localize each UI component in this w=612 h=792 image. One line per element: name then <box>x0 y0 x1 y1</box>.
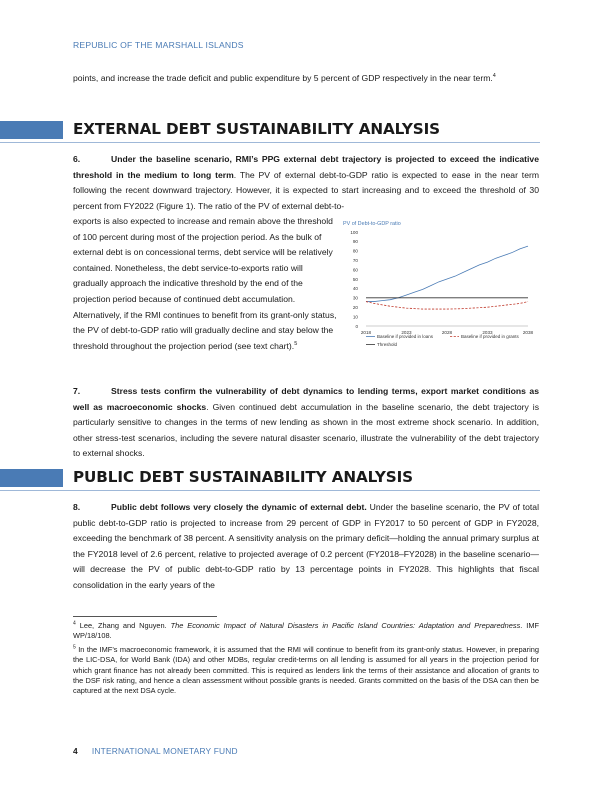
paragraph-number: 6. <box>73 154 81 164</box>
legend-label: Baseline if provided in loans <box>377 334 434 339</box>
intro-text: points, and increase the trade deficit and public expenditure by 5 percent of GDP respectively in the near term. <box>73 73 493 83</box>
paragraph-7 <box>73 384 539 462</box>
section-accent-bar <box>0 121 63 139</box>
paragraph-6-wrap <box>73 214 337 354</box>
footer-publisher: INTERNATIONAL MONETARY FUND <box>91 746 238 756</box>
footnote-post: . IMF WP/18/108. <box>73 621 539 641</box>
y-tick-label: 60 <box>352 267 358 273</box>
paragraph-body-wrap: exports is also expected to increase and remain above the threshold of 100 percent during most of the projection period. As the bulk of external debt is on concessional terms, debt service will be relatively contained. Nonetheless, the debt service-to-exports ratio will gradually approach the indicative threshold by the end of the projection period because of continued debt accumulation. Alternatively, if the RMI continues to benefit from its grant-only status, the PV of debt-to-GDP ratio will gradually decline and stay below the threshold throughout the projection period (see text chart). <box>73 216 337 351</box>
paragraph-number: 7. <box>73 386 81 396</box>
section-rule <box>0 490 540 491</box>
footnote-ref-4: 4 <box>492 73 496 80</box>
paragraph-lead: Stress tests confirm the vulnerability of debt dynamics to lending terms, export market conditions as well as macroeconomic shocks <box>73 386 539 412</box>
footnote-rule <box>73 616 217 617</box>
footnote-4 <box>73 621 539 642</box>
section-title-public: PUBLIC DEBT SUSTAINABILITY ANALYSIS <box>73 468 414 486</box>
paragraph-body: . Given continued debt accumulation in the baseline scenario, the debt trajectory is particularly sensitive to changes in the terms of new lending as shown in the most extreme shock scenario. In addition, other stress-test scenarios, including the severe natural disaster scenario, illustrate the vulnerability of the debt trajectory to external shocks. <box>73 401 539 459</box>
footnote-ref-5: 5 <box>294 340 298 347</box>
legend-label: Baseline if provided in grants <box>461 334 519 339</box>
paragraph-number: 8. <box>73 502 81 512</box>
y-tick-label: 0 <box>355 323 358 329</box>
footnote-5 <box>73 645 539 696</box>
chart-title: PV of Debt-to-GDP ratio <box>343 221 401 227</box>
debt-chart <box>338 216 538 362</box>
y-tick-label: 100 <box>350 229 358 235</box>
series-line-0 <box>366 246 528 301</box>
x-tick-label: 2018 <box>360 330 372 335</box>
section-rule <box>0 142 540 143</box>
footnote-text: In the IMF’s macroeconomic framework, it is assumed that the RMI will continue to benefit from its grant-only status. However, in preparing the LIC-DSA, for World Bank (IDA) and other MDBs, regular credit-terms on all lending is assumed for all years in the projection period for which grant finance has not already been committed. This is required as lenders link the terms of their assistance and allocation of grants to the DSF risk rating, and hence a clean assessment without possible grants is needed. Grants committed on the basis of the DSA can then be captured at the next DSA cycle. <box>73 645 539 696</box>
running-head: REPUBLIC OF THE MARSHALL ISLANDS <box>73 40 244 50</box>
footnote-pre: Lee, Zhang and Nguyen. <box>79 621 171 630</box>
y-tick-label: 70 <box>352 258 358 263</box>
y-tick-label: 40 <box>352 286 358 292</box>
y-tick-label: 20 <box>352 305 358 310</box>
footnote-number: 4 <box>73 620 76 627</box>
paragraph-body: Under the baseline scenario, the PV of total public debt-to-GDP ratio is projected to increase from 29 percent of GDP in FY2017 to 50 percent of GDP in FY2028, exceeding the benchmark of 38 percent. A sensitivity analysis on the primary deficit—holding the annual primary surplus at the FY2018 level of 2.6 percent, relative to projected average of 0.2 percent (FY2018–FY2028) in the baseline scenario—will decrease the PV of public debt-to-GDP ratio by 13 percentage points in FY2028. This highlights that fiscal consolidation in the early years of the <box>73 502 539 590</box>
section-accent-bar <box>0 469 63 487</box>
y-tick-label: 90 <box>352 239 358 245</box>
y-tick-label: 30 <box>352 295 358 301</box>
y-tick-label: 80 <box>352 248 358 254</box>
section-title-external: EXTERNAL DEBT SUSTAINABILITY ANALYSIS <box>73 120 440 138</box>
series-line-1 <box>366 302 528 310</box>
page-footer <box>73 746 238 756</box>
x-tick-label: 2023 <box>401 330 412 335</box>
debt-chart-svg <box>338 216 538 362</box>
paragraph-body: . The PV of external debt-to-GDP ratio is expected to ease in the near term following the recent downward trajectory. However, it is expected to start increasing and to exceed the threshold of 30 percent from FY2022 (Figure 1). The ratio of the PV of external debt-to- <box>73 169 539 211</box>
x-tick-label: 2028 <box>441 330 453 335</box>
paragraph-8 <box>73 500 539 594</box>
page-number: 4 <box>73 746 78 756</box>
paragraph-6 <box>73 152 539 214</box>
x-tick-label: 2038 <box>522 330 534 335</box>
y-tick-label: 10 <box>352 314 358 320</box>
footnote-citation-title: The Economic Impact of Natural Disasters in Pacific Island Countries: Adaptation and Preparedness <box>170 621 521 630</box>
x-tick-label: 2033 <box>482 330 493 335</box>
intro-paragraph <box>73 71 539 87</box>
legend-label: Threshold <box>377 342 398 347</box>
footnote-number: 5 <box>73 644 76 651</box>
y-tick-label: 50 <box>352 276 358 282</box>
paragraph-lead: Under the baseline scenario, RMI’s PPG external debt trajectory is projected to exceed the indicative threshold in the medium to long term <box>73 154 539 180</box>
paragraph-lead: Public debt follows very closely the dynamic of external debt. <box>111 502 367 512</box>
